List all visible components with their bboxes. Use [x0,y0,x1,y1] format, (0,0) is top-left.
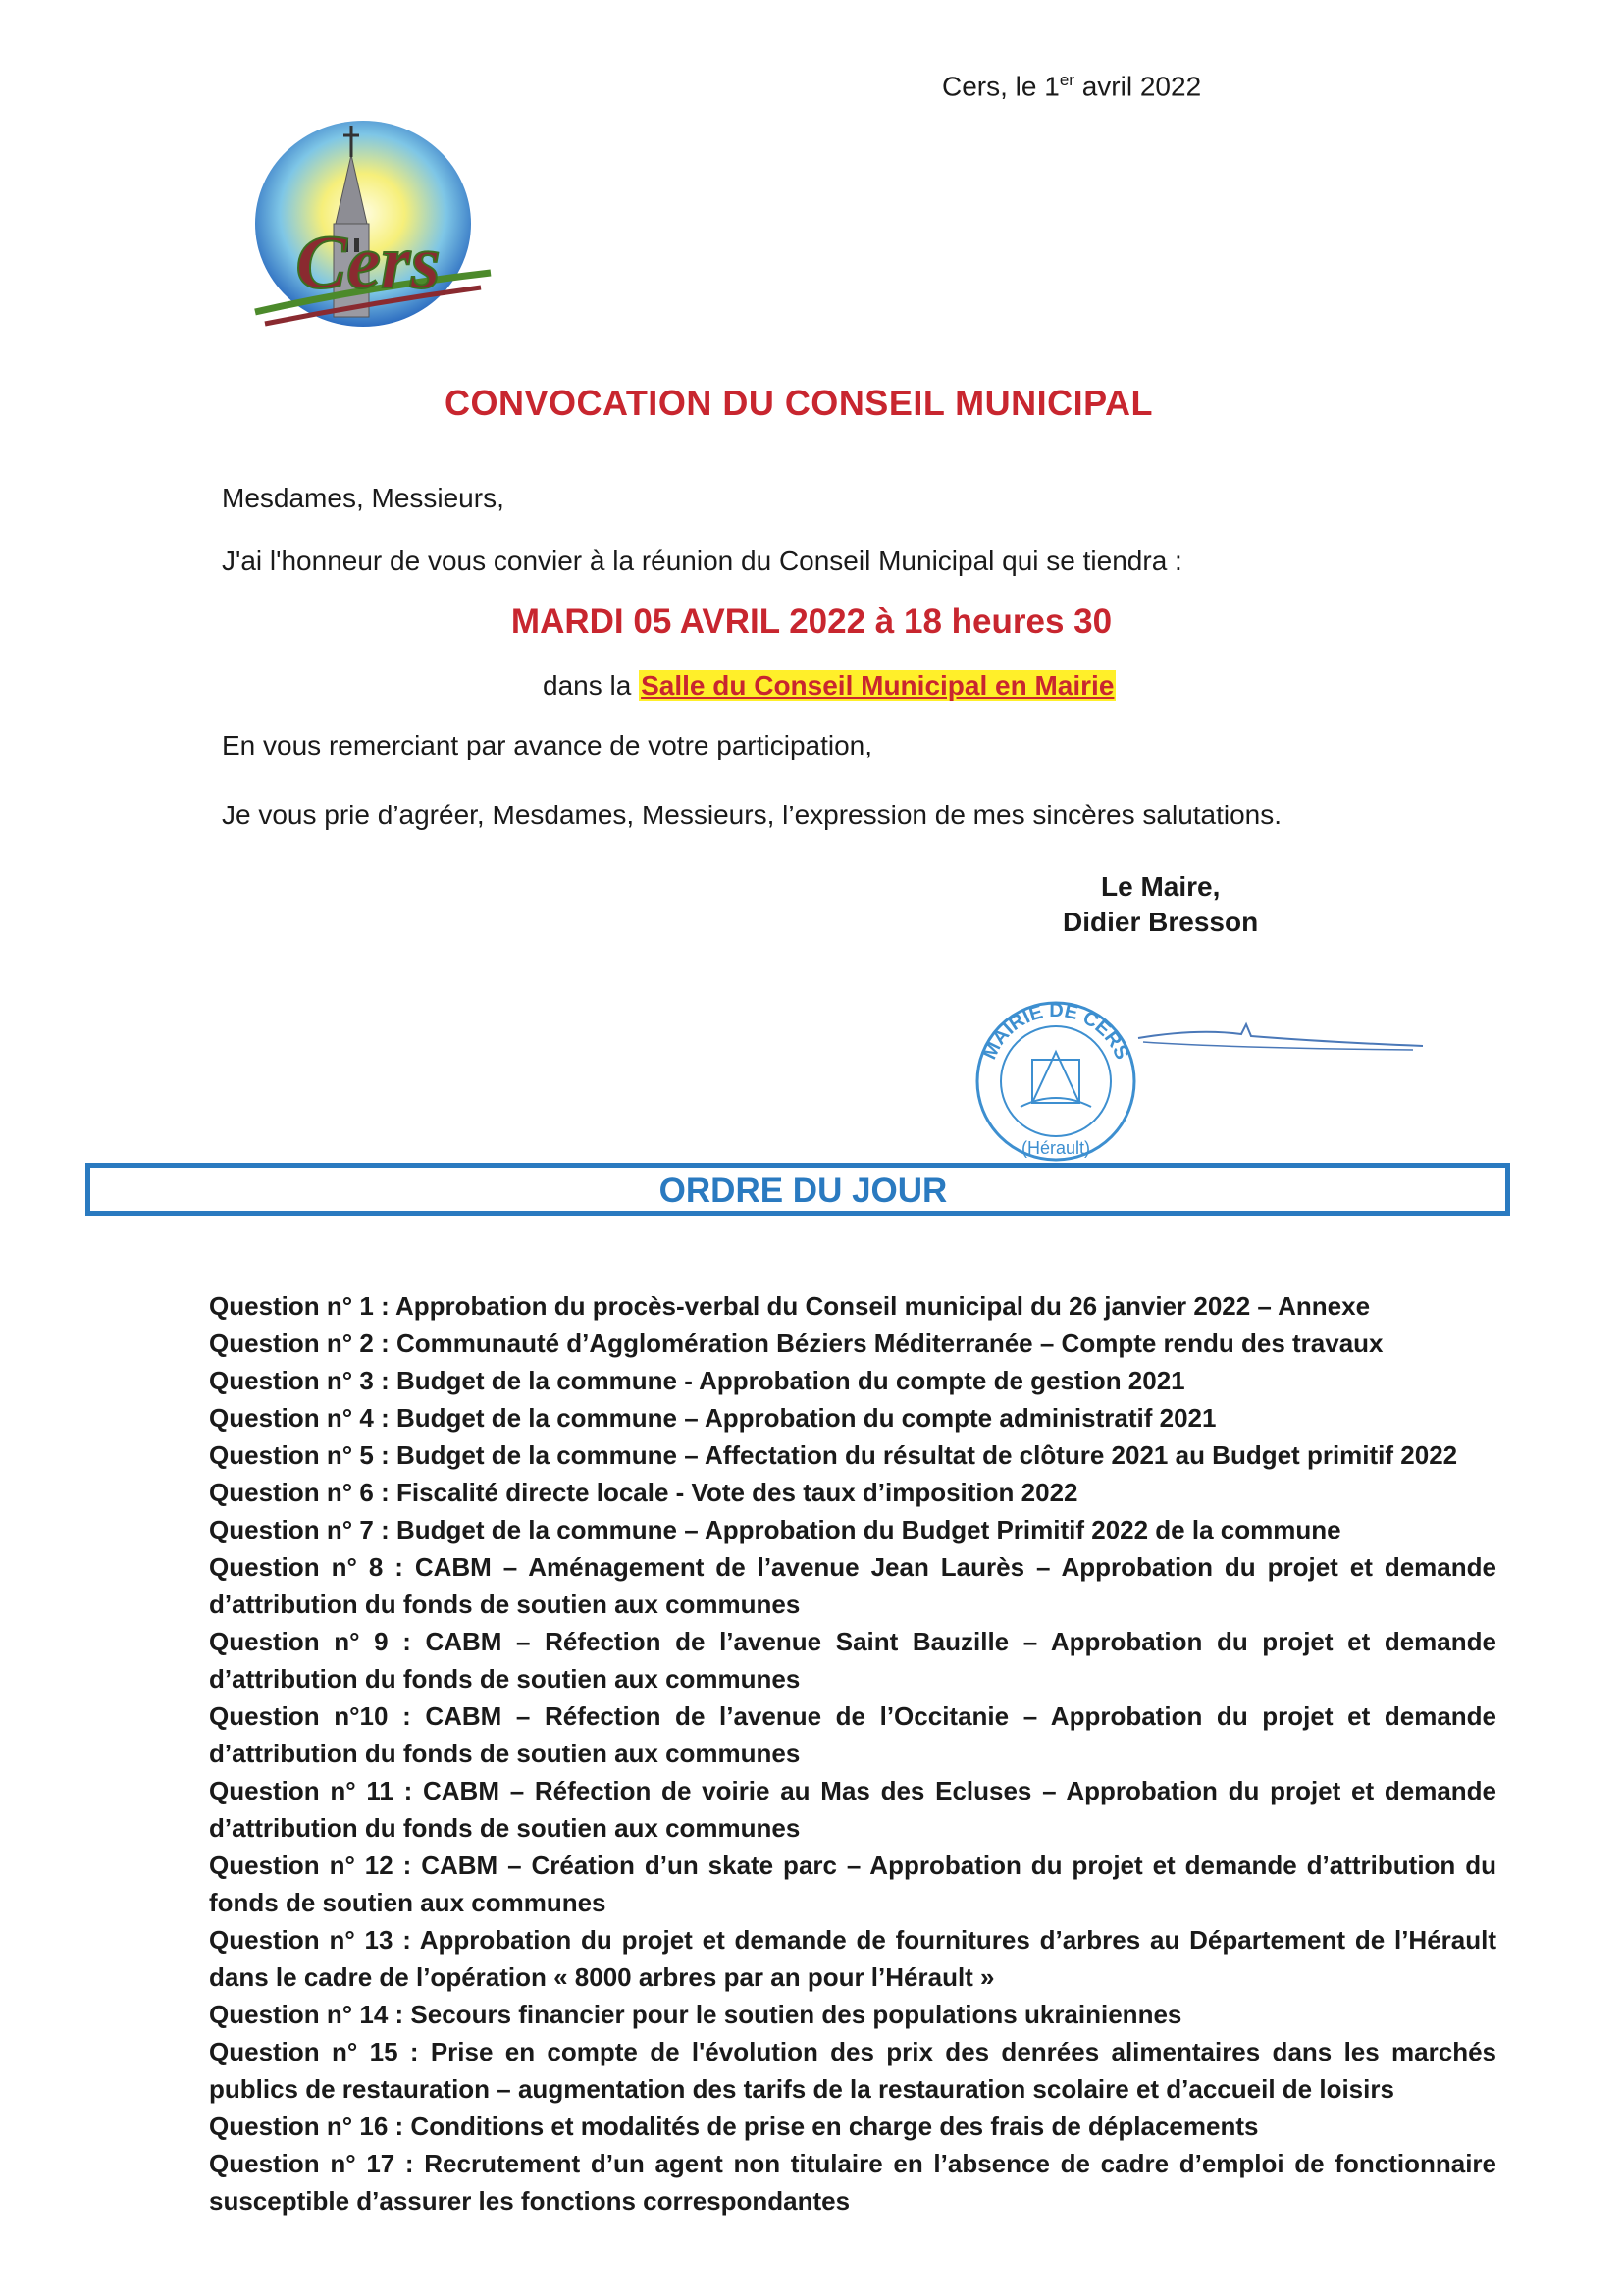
signature-title: Le Maire, [1101,871,1221,902]
agenda-item: Question n° 8 : CABM – Aménagement de l’avenue Jean Laurès – Approbation du projet et demande d’attribution du fonds de soutien aux communes [209,1552,1496,1619]
salutation: Mesdames, Messieurs, [222,483,504,513]
location-line [543,670,1116,702]
signature-scribble [1138,1024,1423,1046]
agenda-item: Question n° 1 : Approbation du procès-verbal du Conseil municipal du 26 janvier 2022 – Annexe [209,1291,1371,1321]
thanks-text: En vous remerciant par avance de votre participation, [222,730,873,760]
agenda-item: Question n° 12 : CABM – Création d’un skate parc – Approbation du projet et demande d’attribution du fonds de soutien aux communes [209,1851,1496,1917]
invitation-text: J'ai l'honneur de vous convier à la réunion du Conseil Municipal qui se tiendra : [222,546,1182,576]
agenda-item: Question n° 7 : Budget de la commune – Approbation du Budget Primitif 2022 de la commune [209,1515,1341,1544]
agenda-item: Question n° 17 : Recrutement d’un agent non titulaire en l’absence de cadre d’emploi de fonctionnaire susceptible d’assurer les fonctions correspondantes [209,2149,1496,2216]
agenda-list [209,1287,1496,2219]
official-stamp [971,991,1433,1168]
page-title: CONVOCATION DU CONSEIL MUNICIPAL [444,383,1153,423]
meeting-date: MARDI 05 AVRIL 2022 à 18 heures 30 [510,602,1113,641]
agenda-item: Question n° 14 : Secours financier pour le soutien des populations ukrainiennes [209,2000,1182,2029]
regards-text: Je vous prie d’agréer, Mesdames, Messieurs, l’expression de mes sincères salutations. [222,800,1283,830]
stamp-bottom-text: (Hérault) [1021,1138,1091,1158]
agenda-item: Question n° 4 : Budget de la commune – Approbation du compte administratif 2021 [209,1403,1217,1433]
agenda-item: Question n° 3 : Budget de la commune - Approbation du compte de gestion 2021 [209,1366,1185,1395]
agenda-item: Question n° 2 : Communauté d’Agglomération Béziers Méditerranée – Compte rendu des travaux [209,1329,1384,1358]
agenda-item: Question n° 16 : Conditions et modalités de prise en charge des frais de déplacements [209,2112,1259,2141]
agenda-item: Question n° 6 : Fiscalité directe locale - Vote des taux d’imposition 2022 [209,1478,1078,1507]
location-highlight: Salle du Conseil Municipal en Mairie [641,670,1115,701]
agenda-item: Question n°10 : CABM – Réfection de l’avenue de l’Occitanie – Approbation du projet et demande d’attribution du fonds de soutien aux communes [209,1701,1496,1768]
agenda-item: Question n° 5 : Budget de la commune – Affectation du résultat de clôture 2021 au Budget primitif 2022 [209,1440,1458,1470]
logo-text: Cers [295,219,441,304]
agenda-item: Question n° 13 : Approbation du projet et demande de fournitures d’arbres au Département de l’Hérault dans le cadre de l’opération « 8000 arbres par an pour l’Hérault » [209,1925,1496,1992]
signature-name: Didier Bresson [1063,907,1259,937]
agenda-item: Question n° 11 : CABM – Réfection de voirie au Mas des Ecluses – Approbation du projet et demande d’attribution du fonds de soutien aux communes [209,1776,1496,1843]
document-date: Cers, le 1er avril 2022 [942,71,1202,102]
cers-logo [245,116,500,341]
location-prefix: dans la [543,670,640,701]
agenda-item: Question n° 15 : Prise en compte de l'évolution des prix des denrées alimentaires dans les marchés publics de restauration – augmentation des tarifs de la restauration scolaire et d’accueil de loisirs [209,2037,1496,2104]
agenda-item: Question n° 9 : CABM – Réfection de l’avenue Saint Bauzille – Approbation du projet et demande d’attribution du fonds de soutien aux communes [209,1627,1496,1694]
stamp-top-text: MAIRIE DE CERS [978,999,1133,1064]
agenda-title: ORDRE DU JOUR [658,1172,948,1210]
